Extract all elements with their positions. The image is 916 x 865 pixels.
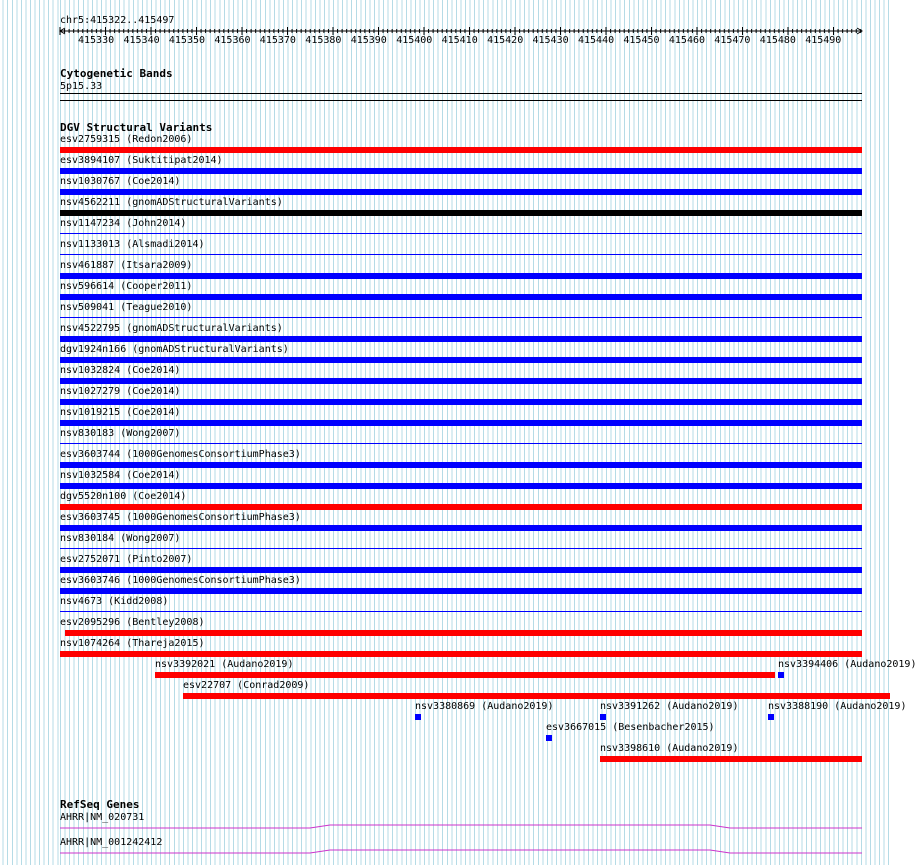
variant-label[interactable]: nsv830184 (Wong2007) [60,533,181,544]
variant-label[interactable]: nsv4562211 (gnomADStructuralVariants) [60,197,283,208]
gene-model-nm-020731 [60,825,862,828]
variant-label[interactable]: nsv1032584 (Coe2014) [60,470,181,481]
dgv-track-title[interactable]: DGV Structural Variants [60,121,213,134]
variant-label-nsv3380869[interactable]: nsv3380869 (Audano2019) [415,701,554,712]
variant-label-nsv3394406[interactable]: nsv3394406 (Audano2019) [778,659,916,670]
variant-label[interactable]: esv2095296 (Bentley2008) [60,617,205,628]
ruler-tick-label: 415450 [623,35,660,46]
locus-label: chr5:415322..415497 [60,15,175,26]
ruler-tick-label: 415370 [259,35,296,46]
gene-label-nm-020731[interactable]: AHRR|NM_020731 [60,812,145,823]
variant-label-esv22707[interactable]: esv22707 (Conrad2009) [183,680,310,691]
variant-label[interactable]: dgv1924n166 (gnomADStructuralVariants) [60,344,289,355]
cytoband-track-title[interactable]: Cytogenetic Bands [60,67,173,80]
ruler-tick-label: 415330 [78,35,115,46]
variant-label[interactable]: dgv5520n100 (Coe2014) [60,491,187,502]
variant-label[interactable]: nsv1147234 (John2014) [60,218,187,229]
variant-label[interactable]: nsv461887 (Itsara2009) [60,260,193,271]
ruler-tick-label: 415470 [714,35,751,46]
variant-label[interactable]: nsv1019215 (Coe2014) [60,407,181,418]
variant-label[interactable]: nsv596614 (Cooper2011) [60,281,193,292]
variant-label-esv3667015[interactable]: esv3667015 (Besenbacher2015) [546,722,715,733]
cytoband-label: 5p15.33 [60,81,103,92]
ruler-tick-label: 415400 [396,35,433,46]
variant-label[interactable]: nsv4522795 (gnomADStructuralVariants) [60,323,283,334]
variant-label[interactable]: nsv1032824 (Coe2014) [60,365,181,376]
ruler-tick-label: 415380 [305,35,342,46]
variant-label[interactable]: nsv1030767 (Coe2014) [60,176,181,187]
gene-label-nm-001242412[interactable]: AHRR|NM_001242412 [60,837,163,848]
ruler-tick-label: 415420 [487,35,524,46]
variant-label[interactable]: nsv1133013 (Alsmadi2014) [60,239,205,250]
variant-label[interactable]: esv2759315 (Redon2006) [60,134,193,145]
variant-label[interactable]: esv3603746 (1000GenomesConsortiumPhase3) [60,575,301,586]
variant-label[interactable]: nsv509041 (Teague2010) [60,302,193,313]
ruler-tick-label: 415410 [441,35,478,46]
gene-model-nm-001242412 [60,850,862,853]
variant-label[interactable]: nsv830183 (Wong2007) [60,428,181,439]
variant-label-nsv3391262[interactable]: nsv3391262 (Audano2019) [600,701,739,712]
variant-label[interactable]: nsv4673 (Kidd2008) [60,596,169,607]
variant-label-nsv3388190[interactable]: nsv3388190 (Audano2019) [768,701,907,712]
ruler-tick-label: 415480 [759,35,796,46]
ruler-tick-label: 415440 [578,35,615,46]
ruler-tick-label: 415460 [668,35,706,46]
ruler-tick-label: 415360 [214,35,251,46]
ruler-tick-label: 415340 [123,35,160,46]
variant-label[interactable]: nsv1027279 (Coe2014) [60,386,181,397]
ruler-tick-label: 415490 [805,35,842,46]
refseq-track-title[interactable]: RefSeq Genes [60,798,140,811]
ruler-tick-label: 415350 [168,35,206,46]
variant-label[interactable]: esv3603744 (1000GenomesConsortiumPhase3) [60,449,301,460]
variant-label[interactable]: esv2752071 (Pinto2007) [60,554,193,565]
variant-label[interactable]: nsv1074264 (Thareja2015) [60,638,205,649]
variant-label-nsv3392021[interactable]: nsv3392021 (Audano2019) [155,659,294,670]
variant-label-nsv3398610[interactable]: nsv3398610 (Audano2019) [600,743,739,754]
variant-label[interactable]: esv3603745 (1000GenomesConsortiumPhase3) [60,512,301,523]
ruler-tick-label: 415430 [532,35,569,46]
variant-label[interactable]: esv3894107 (Suktitipat2014) [60,155,223,166]
ruler-tick-label: 415390 [350,35,387,46]
